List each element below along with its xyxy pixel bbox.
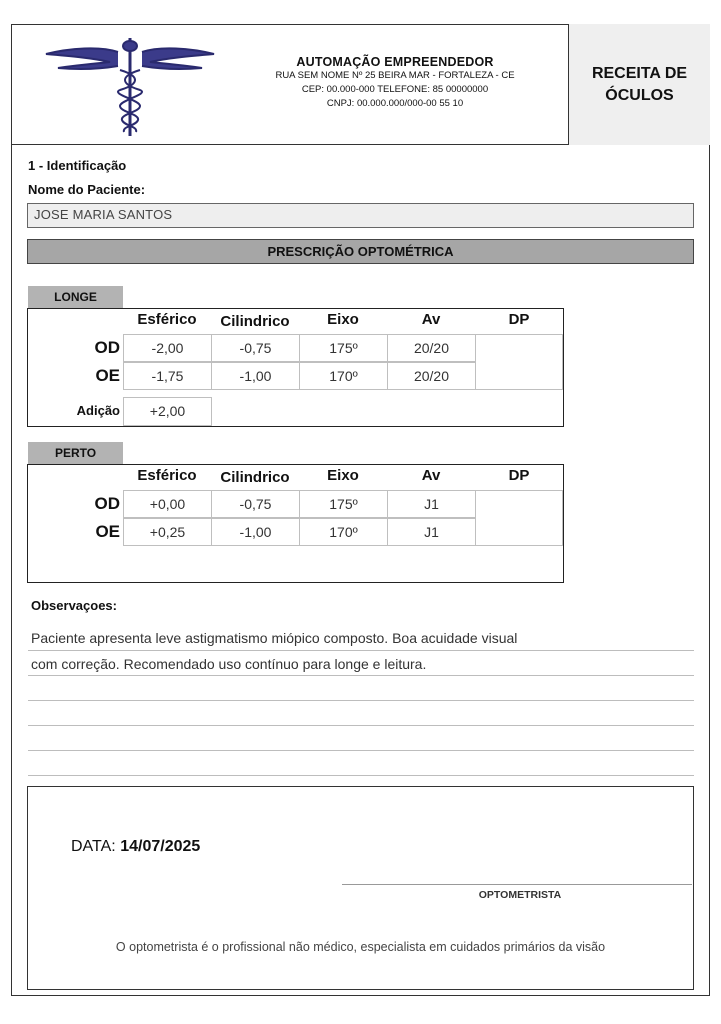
longe-oe-esferico[interactable]: -1,75 — [123, 362, 212, 390]
document-title-box — [568, 24, 710, 145]
col-av: Av — [421, 467, 441, 484]
perto-oe-esferico[interactable]: +0,25 — [123, 518, 212, 546]
perto-table — [27, 464, 564, 583]
signature-label: OPTOMETRISTA — [478, 889, 562, 901]
row-oe: OE — [95, 522, 120, 541]
col-esferico: Esférico — [137, 311, 197, 328]
observation-rule — [28, 725, 694, 726]
observation-line-1[interactable]: Paciente apresenta leve astigmatismo miópico composto. Boa acuidade visual — [31, 630, 518, 646]
date-label: DATA: — [71, 838, 116, 855]
company-name: AUTOMAÇÃO EMPREENDEDOR — [296, 55, 494, 69]
company-address: RUA SEM NOME Nº 25 BEIRA MAR - FORTALEZA - CE — [275, 70, 515, 81]
document-title: RECEITA DE ÓCULOS — [591, 64, 688, 104]
footer-note: O optometrista é o profissional não médico, especialista em cuidados primários da visão — [115, 940, 606, 954]
observation-rule — [28, 675, 694, 676]
section-title: 1 - Identificação — [28, 158, 127, 173]
longe-tag: LONGE — [28, 286, 123, 308]
col-av: Av — [421, 311, 441, 328]
observation-rule — [28, 750, 694, 751]
observation-rule — [28, 700, 694, 701]
date-row — [71, 838, 200, 856]
perto-oe-av[interactable]: J1 — [387, 518, 476, 546]
perto-dp[interactable] — [475, 490, 563, 546]
row-od: OD — [94, 494, 120, 513]
observation-rule — [28, 650, 694, 651]
col-dp: DP — [508, 467, 530, 484]
company-cnpj: CNPJ: 00.000.000/000-00 55 10 — [326, 98, 464, 109]
col-dp: DP — [508, 311, 530, 328]
perto-od-cilindrico[interactable]: -0,75 — [211, 490, 300, 518]
patient-name-field[interactable]: JOSE MARIA SANTOS — [27, 203, 694, 228]
col-cilindrico: Cilindrico — [220, 313, 290, 330]
perto-oe-eixo[interactable]: 170º — [299, 518, 388, 546]
patient-label: Nome do Paciente: — [28, 182, 146, 197]
perto-od-esferico[interactable]: +0,00 — [123, 490, 212, 518]
date-value[interactable]: 14/07/2025 — [120, 838, 201, 855]
col-esferico: Esférico — [137, 467, 197, 484]
col-eixo: Eixo — [327, 467, 359, 484]
adicao-label: Adição — [76, 403, 120, 418]
row-od: OD — [94, 338, 120, 357]
perto-tag: PERTO — [28, 442, 123, 464]
longe-oe-av[interactable]: 20/20 — [387, 362, 476, 390]
col-cilindrico: Cilindrico — [220, 469, 290, 486]
company-info — [230, 55, 560, 111]
longe-oe-cilindrico[interactable]: -1,00 — [211, 362, 300, 390]
longe-dp[interactable] — [475, 334, 563, 390]
observations-label: Observaçoes: — [31, 598, 117, 613]
observation-rule — [28, 775, 694, 776]
perto-od-av[interactable]: J1 — [387, 490, 476, 518]
longe-od-av[interactable]: 20/20 — [387, 334, 476, 362]
perto-od-eixo[interactable]: 175º — [299, 490, 388, 518]
signature-line — [342, 884, 692, 885]
observation-line-2[interactable]: com correção. Recomendado uso contínuo para longe e leitura. — [31, 656, 427, 672]
longe-od-cilindrico[interactable]: -0,75 — [211, 334, 300, 362]
longe-table — [27, 308, 564, 427]
caduceus-icon — [40, 36, 220, 140]
adicao-value[interactable]: +2,00 — [123, 397, 212, 426]
longe-oe-eixo[interactable]: 170º — [299, 362, 388, 390]
prescription-title: PRESCRIÇÃO OPTOMÉTRICA — [27, 239, 694, 264]
footer-box — [27, 786, 694, 990]
company-contact: CEP: 00.000-000 TELEFONE: 85 00000000 — [301, 84, 489, 95]
col-eixo: Eixo — [327, 311, 359, 328]
longe-od-esferico[interactable]: -2,00 — [123, 334, 212, 362]
longe-od-eixo[interactable]: 175º — [299, 334, 388, 362]
perto-oe-cilindrico[interactable]: -1,00 — [211, 518, 300, 546]
row-oe: OE — [95, 366, 120, 385]
